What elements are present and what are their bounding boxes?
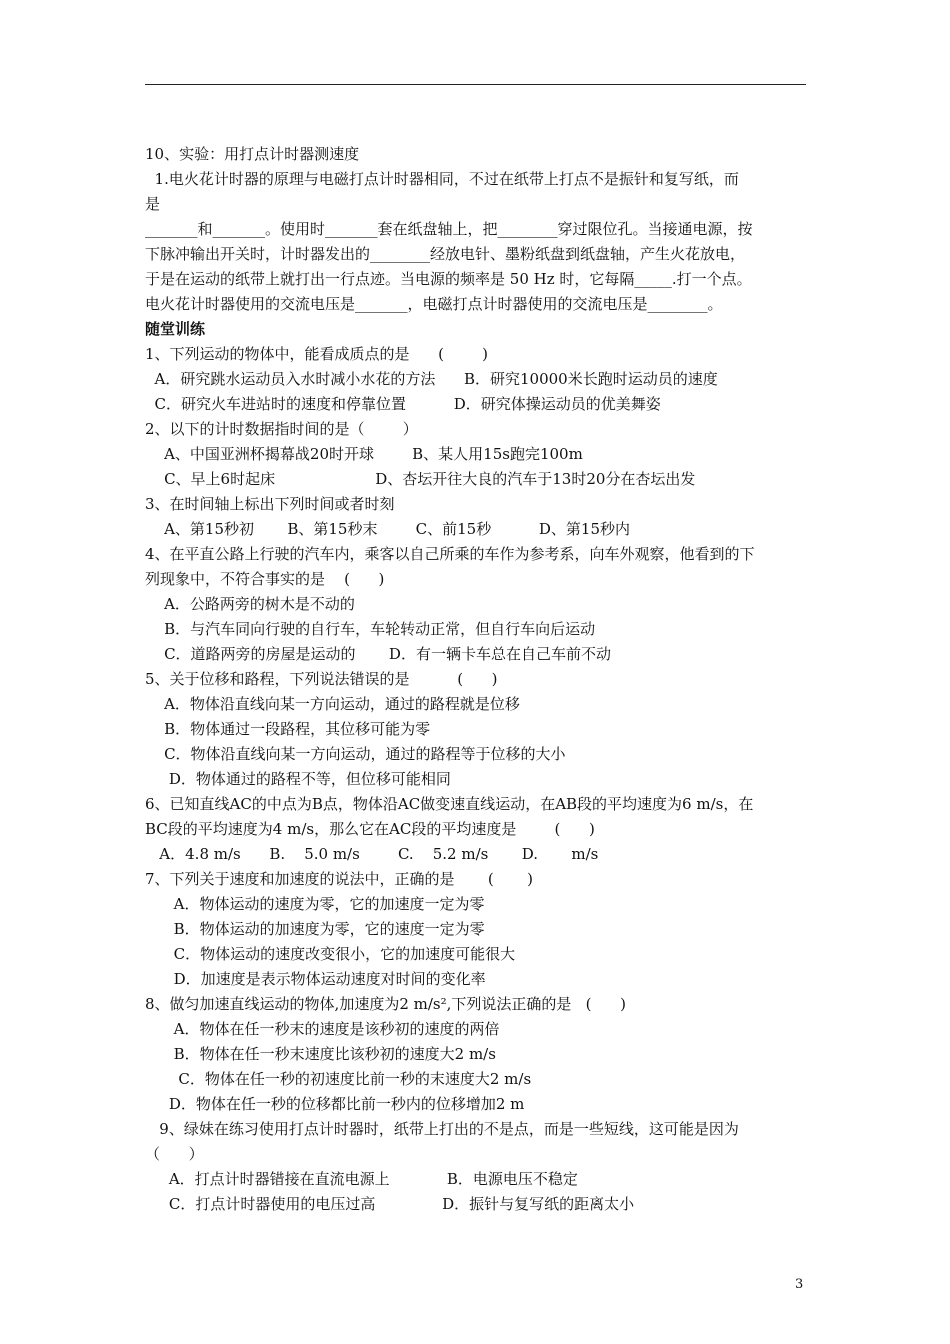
text-line: 电火花计时器使用的交流电压是_______，电磁打点计时器使用的交流电压是________。 bbox=[145, 295, 723, 313]
text-line: C．研究火车进站时的速度和停靠位置 D．研究体操运动员的优美舞姿 bbox=[145, 395, 661, 413]
text-line: A．4.8 m/s B. 5.0 m/s C. 5.2 m/s D. m/s bbox=[145, 845, 599, 863]
text-line: 是 bbox=[145, 195, 161, 213]
text-line: A．研究跳水运动员入水时减小水花的方法 B．研究10000米长跑时运动员的速度 bbox=[145, 370, 718, 388]
text-line: A．物体在任一秒末的速度是该秒初的速度的两倍 bbox=[145, 1020, 500, 1038]
text-line: （ ） bbox=[145, 1145, 204, 1163]
text-line: 10、实验：用打点计时器测速度 bbox=[145, 145, 360, 163]
text-line: D．物体在任一秒的位移都比前一秒内的位移增加2 m bbox=[145, 1095, 525, 1113]
text-line: 3、在时间轴上标出下列时间或者时刻 bbox=[145, 495, 395, 513]
text-line: A．打点计时器错接在直流电源上 B．电源电压不稳定 bbox=[145, 1170, 578, 1188]
text-line: B．物体通过一段路程，其位移可能为零 bbox=[145, 720, 431, 738]
text-line: C．物体沿直线向某一方向运动，通过的路程等于位移的大小 bbox=[145, 745, 566, 763]
text-line: C．道路两旁的房屋是运动的 D．有一辆卡车总在自己车前不动 bbox=[145, 645, 611, 663]
text-line: B．物体在任一秒末速度比该秒初的速度大2 m/s bbox=[145, 1045, 496, 1063]
text-line: 8、做匀加速直线运动的物体,加速度为2 m/s²,下列说法正确的是 ( ) bbox=[145, 995, 626, 1013]
page-number: 3 bbox=[795, 1277, 804, 1292]
text-line: D．物体通过的路程不等，但位移可能相同 bbox=[145, 770, 451, 788]
text-line: A、第15秒初 B、第15秒末 C、前15秒 D、第15秒内 bbox=[145, 520, 630, 538]
text-line: 下脉冲输出开关时，计时器发出的________经放电针、墨粉纸盘到纸盘轴，产生火花放电， bbox=[145, 245, 746, 263]
text-line: 9、绿妹在练习使用打点计时器时，纸带上打出的不是点，而是一些短线，这可能是因为 bbox=[145, 1120, 739, 1138]
header-rule bbox=[145, 84, 806, 85]
text-line: 5、关于位移和路程，下列说法错误的是 ( ) bbox=[145, 670, 498, 688]
text-line: _______和_______。使用时_______套在纸盘轴上，把________穿过限位孔。当接通电源，按 bbox=[145, 220, 753, 238]
text-line: 1.电火花计时器的原理与电磁打点计时器相同，不过在纸带上打点不是振针和复写纸，而 bbox=[145, 170, 739, 188]
text-line: C．物体在任一秒的初速度比前一秒的末速度大2 m/s bbox=[145, 1070, 532, 1088]
text-line: 2、以下的计时数据指时间的是（ ） bbox=[145, 420, 418, 438]
text-line: B．物体运动的加速度为零，它的速度一定为零 bbox=[145, 920, 485, 938]
text-line: 随堂训练 bbox=[145, 320, 206, 338]
text-line: 6、已知直线AC的中点为B点，物体沿AC做变速直线运动，在AB段的平均速度为6 m/s，在 bbox=[145, 795, 754, 813]
text-line: D．加速度是表示物体运动速度对时间的变化率 bbox=[145, 970, 486, 988]
text-line: 于是在运动的纸带上就打出一行点迹。当电源的频率是 50 Hz 时，它每隔_____.打一个点。 bbox=[145, 270, 752, 288]
text-line: 列现象中，不符合事实的是 ( ) bbox=[145, 570, 385, 588]
text-line: A、中国亚洲杯揭幕战20时开球 B、某人用15s跑完100m bbox=[145, 445, 583, 463]
text-line: C、早上6时起床 D、杏坛开往大良的汽车于13时20分在杏坛出发 bbox=[145, 470, 696, 488]
text-line: C．物体运动的速度改变很小，它的加速度可能很大 bbox=[145, 945, 516, 963]
text-line: 1、下列运动的物体中，能看成质点的是 ( ) bbox=[145, 345, 489, 363]
text-line: A．物体运动的速度为零，它的加速度一定为零 bbox=[145, 895, 485, 913]
text-line: 7、下列关于速度和加速度的说法中，正确的是 ( ) bbox=[145, 870, 534, 888]
text-line: A．物体沿直线向某一方向运动，通过的路程就是位移 bbox=[145, 695, 520, 713]
text-line: 4、在平直公路上行驶的汽车内，乘客以自己所乘的车作为参考系，向车外观察，他看到的下 bbox=[145, 545, 755, 563]
text-line: C．打点计时器使用的电压过高 D．振针与复写纸的距离太小 bbox=[145, 1195, 635, 1213]
text-line: BC段的平均速度为4 m/s，那么它在AC段的平均速度是 ( ) bbox=[145, 820, 595, 838]
text-line: B．与汽车同向行驶的自行车，车轮转动正常，但自行车向后运动 bbox=[145, 620, 596, 638]
text-line: A．公路两旁的树木是不动的 bbox=[145, 595, 355, 613]
